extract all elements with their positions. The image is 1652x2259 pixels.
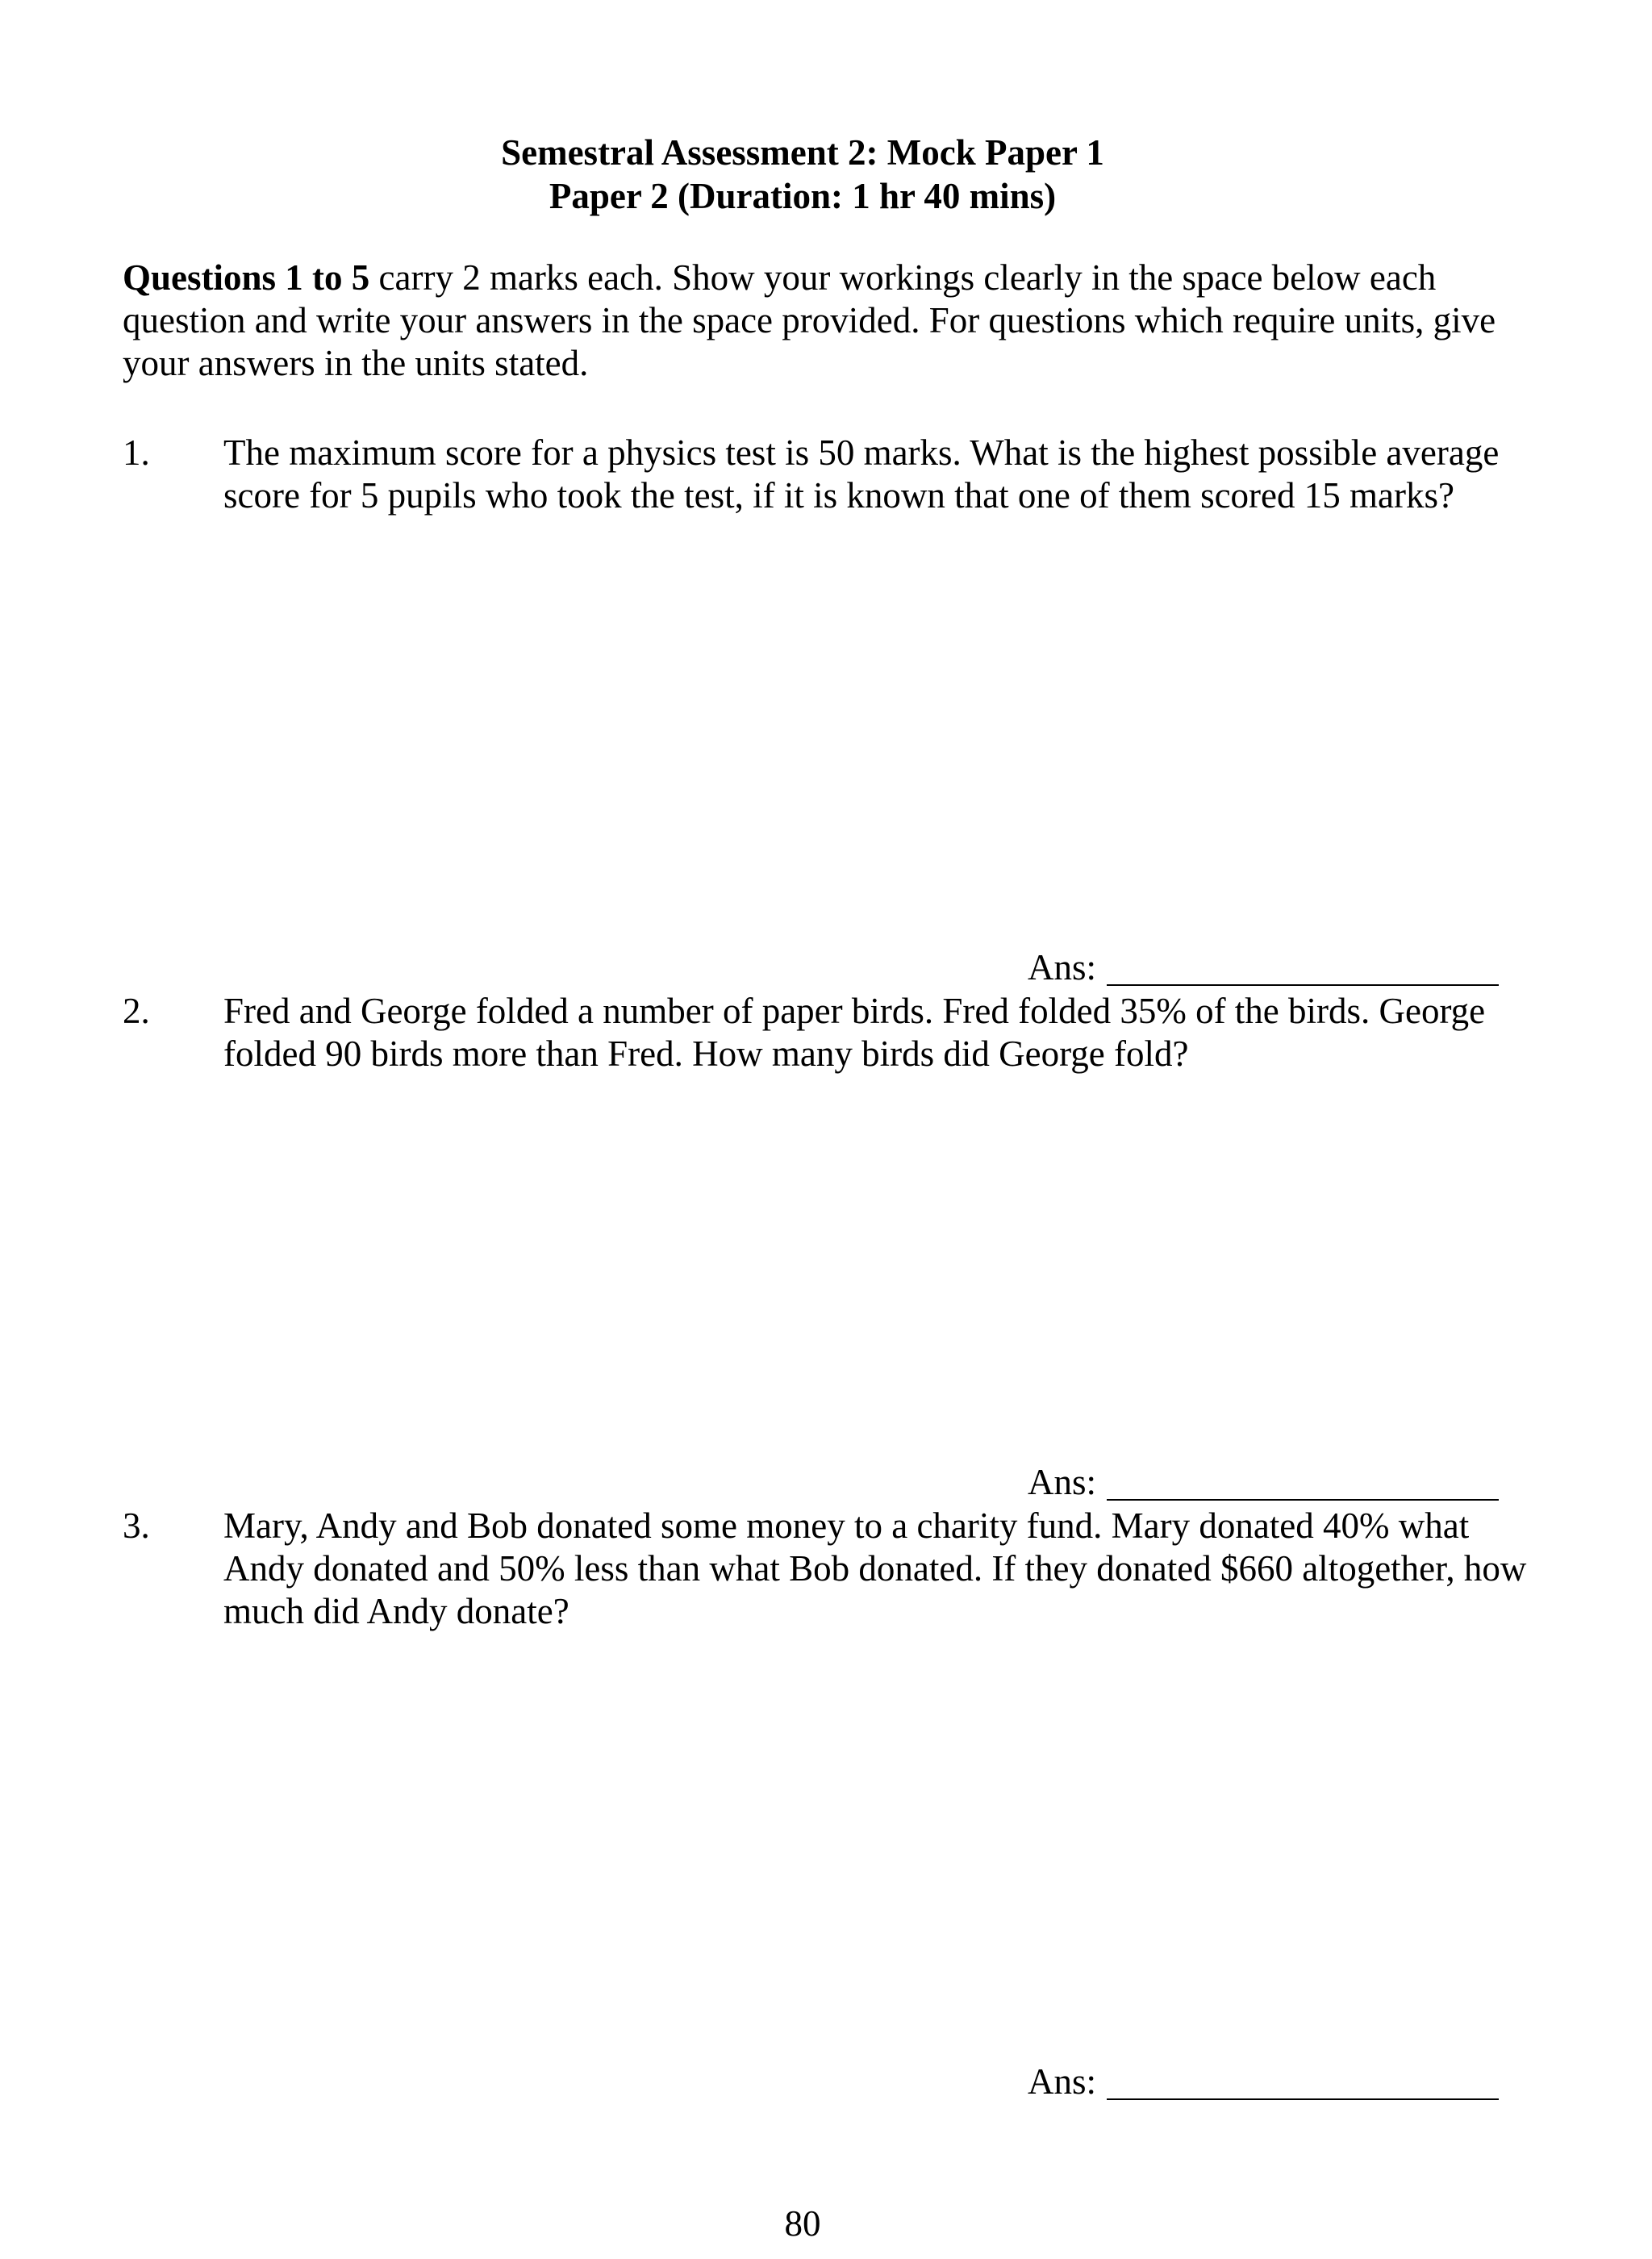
- question-1-number: 1.: [123, 432, 150, 473]
- paper-title: Semestral Assessment 2: Mock Paper 1: [501, 132, 1104, 173]
- instructions: [123, 257, 1542, 385]
- question-2-text: Fred and George folded a number of paper birds. Fred folded 35% of the birds. George folded 90 birds more than Fred. How many birds did George fold?: [223, 991, 1486, 1074]
- question-2-answer-label: Ans:: [1028, 1462, 1097, 1502]
- question-3-number: 3.: [123, 1505, 150, 1546]
- page-number: 80: [784, 2203, 821, 2244]
- question-1-answer-line[interactable]: [1107, 984, 1499, 986]
- question-1-text: The maximum score for a physics test is 50 marks. What is the highest possible average score for 5 pupils who took the test, if it is known that one of them scored 15 marks?: [223, 432, 1500, 516]
- question-3-text: Mary, Andy and Bob donated some money to a charity fund. Mary donated 40% what Andy donated and 50% less than what Bob donated. If they donated $660 altogether, how much did Andy donate?: [223, 1505, 1527, 1631]
- paper-subtitle: Paper 2 (Duration: 1 hr 40 mins): [549, 176, 1057, 216]
- question-2-answer-line[interactable]: [1107, 1499, 1499, 1501]
- question-1-answer-label: Ans:: [1028, 947, 1097, 988]
- question-3-answer-label: Ans:: [1028, 2061, 1097, 2102]
- question-3-answer-line[interactable]: [1107, 2098, 1499, 2100]
- question-2-number: 2.: [123, 991, 150, 1031]
- instructions-lead: Questions 1 to 5: [123, 257, 370, 298]
- instructions-text: carry 2 marks each. Show your workings clearly in the space below each question and write your answers in the space provided. For questions which require units, give your answers in the units stated.: [123, 257, 1496, 383]
